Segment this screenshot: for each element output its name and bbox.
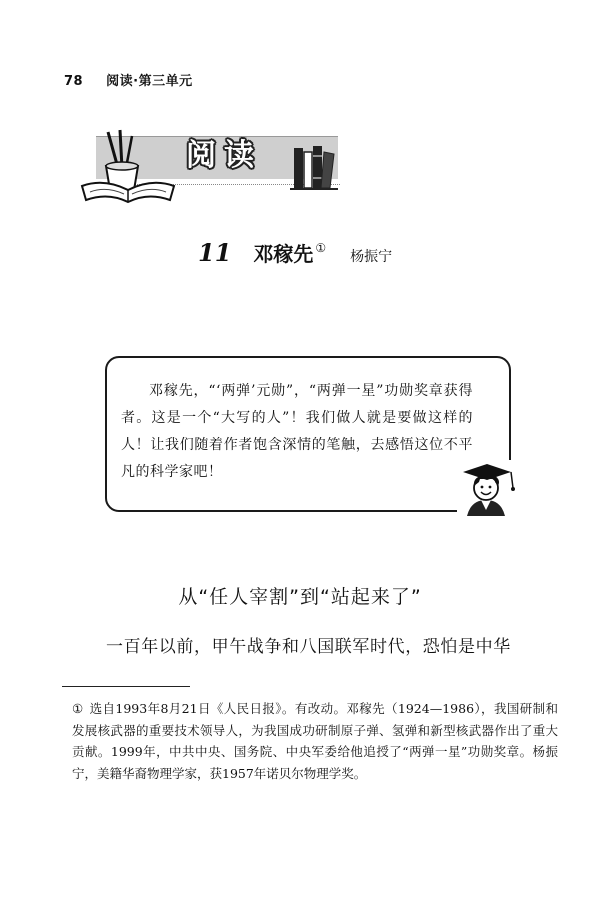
footnote (72, 698, 558, 784)
graduate-character-icon (457, 460, 515, 516)
lesson-number: 11 (198, 238, 232, 267)
footnote-number: ① (72, 701, 84, 716)
section-label: 阅读·第三单元 (106, 74, 193, 89)
footnote-divider (62, 686, 190, 687)
banner-title: 阅读 (186, 138, 262, 173)
lesson-author: 杨振宁 (350, 249, 393, 265)
intro-box (105, 356, 511, 512)
section-banner (78, 128, 340, 202)
footnote-mark: ① (315, 241, 327, 255)
lesson-name: 邓稼先 (253, 242, 314, 266)
footnote-text: 选自1993年8月21日《人民日报》。有改动。邓稼先（1924—1986），我国研制和发展核武器的重要技术领导人，为我国成功研制原子弹、氢弹和新型核武器作出了重大贡献。1999年，中共中央、国务院、中央军委给他追授了“两弹一星”功勋奖章。杨振宁，美籍华裔物理学家，获1957年诺贝尔物理学奖。 (72, 701, 558, 781)
intro-text: 邓稼先，“‘两弹’元勋”，“两弹一星”功勋奖章获得者。这是一个“大写的人”！我们做人就是要做这样的人！让我们随着作者饱含深情的笔触，去感悟这位不平凡的科学家吧！ (121, 383, 473, 480)
open-book-with-pens-icon (78, 128, 178, 206)
running-header (64, 70, 193, 89)
body-paragraph: 一百年以前，甲午战争和八国联军时代，恐怕是中华 (106, 637, 511, 657)
standing-books-icon (290, 142, 340, 192)
page-number: 78 (64, 74, 84, 89)
subheading: 从“任人宰割”到“站起来了” (178, 586, 422, 608)
lesson-title (198, 238, 392, 272)
